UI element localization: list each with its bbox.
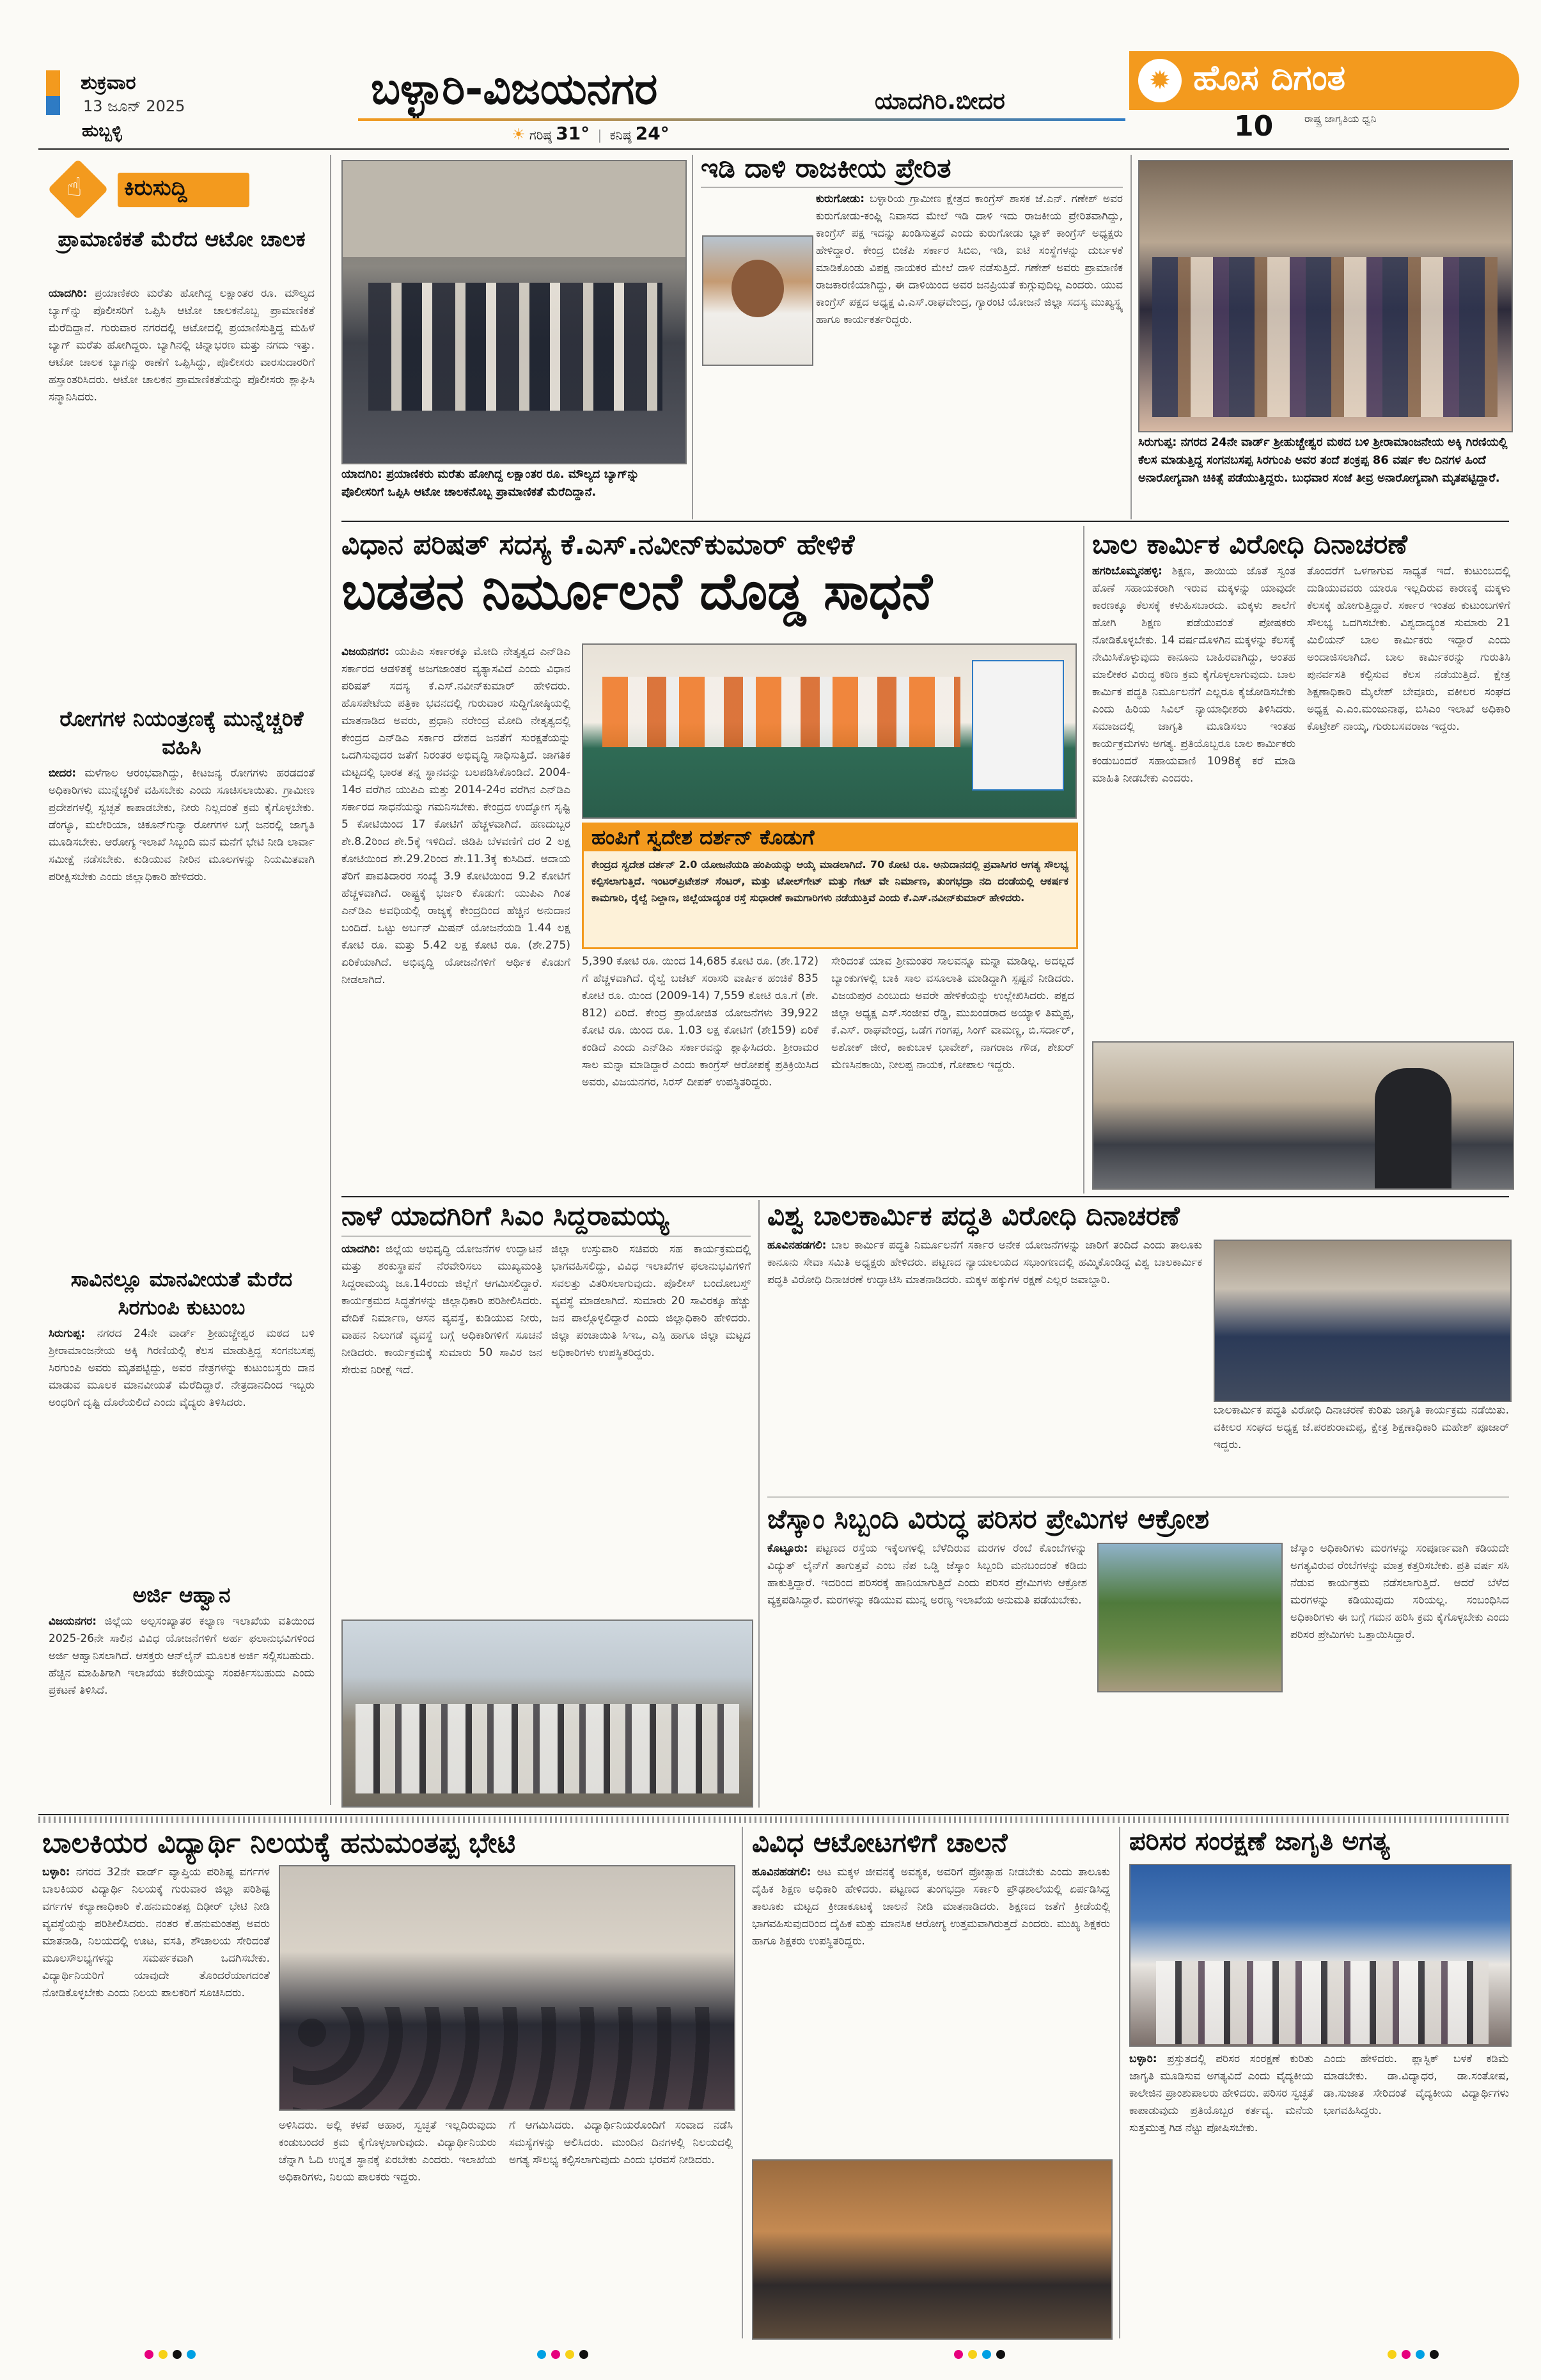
column-divider	[1083, 526, 1084, 1194]
masthead-bar-blue	[46, 96, 60, 115]
lead-story-col4: ಸೇರಿದಂತೆ ಯಾವ ಶ್ರೀಮಂತರ ಸಾಲವನ್ನೂ ಮನ್ನಾ ಮಾಡಿಲ್ಲ. ಅದಲ್ಲದೆ ಬ್ಯಾಂಕುಗಳಲ್ಲಿ ಬಾಕಿ ಸಾಲ ವಸೂಲಾತಿ ಮಾಡಿದ್ದಾಗಿ ಸ್ಪಷ್ಟನೆ ನೀಡಿದರು. ವಿಜಯಪುರ ಎಂಬುದು ಅವರೇ ಹೇಳಿಕೆಯನ್ನು ಉಲ್ಲೇಖಿಸಿದರು. ಪಕ್ಷದ ಜಿಲ್ಲಾ ಅಧ್ಯಕ್ಷ ಎಸ್.ಸಂಜೀವ ರೆಡ್ಡಿ, ಮುಖಂಡರಾದ ಅಯ್ಯಾಳಿ ತಿಮ್ಮಪ್ಪ, ಕೆ.ಎಸ್. ರಾಘವೇಂದ್ರ, ಒಡೆಗ ಗಂಗಪ್ಪ, ಸಿಂಗ್ ವಾಮಣ್ಣ, ಬಿ.ಸರ್ದಾರ್, ಅಶೋಕ್ ಜೀರೆ, ಕಾಕುಬಾಳ ಭಾವೇಶ್, ನಾಗರಾಜ ಗೌಡ, ಶೇಖರ್ ಮೆಣಸಿನಕಾಯಿ, ನೀಲಪ್ಪ ನಾಯಕ, ಗೋಪಾಲ ಇದ್ದರು.	[831, 955, 1074, 1071]
cm-visit-col2: ಜಿಲ್ಲಾ ಉಸ್ತುವಾರಿ ಸಚಿವರು ಸಹ ಕಾರ್ಯಕ್ರಮದಲ್ಲಿ ಭಾಗವಹಿಸಲಿದ್ದು, ವಿವಿಧ ಇಲಾಖೆಗಳ ಫಲಾನುಭವಿಗಳಿಗೆ ಸವಲತ್ತು ವಿತರಿಸಲಾಗುವುದು. ಪೊಲೀಸ್ ಬಂದೋಬಸ್ತ್ ವ್ಯವಸ್ಥೆ ಮಾಡಲಾಗಿದೆ. ಸುಮಾರು 20 ಸಾವಿರಕ್ಕೂ ಹೆಚ್ಚು ಜನ ಪಾಲ್ಗೊಳ್ಳಲಿದ್ದಾರೆ ಎಂದು ಜಿಲ್ಲಾಧಿಕಾರಿ ಹೇಳಿದರು. ಜಿಲ್ಲಾ ಪಂಚಾಯಿತಿ ಸಿಇಒ, ಎಸ್ಪಿ ಹಾಗೂ ಜಿಲ್ಲಾ ಮಟ್ಟದ ಅಧಿಕಾರಿಗಳು ಉಪಸ್ಥಿತರಿದ್ದರು.	[551, 1243, 751, 1359]
column-divider	[742, 1827, 743, 2338]
environment-col1: ಬಳ್ಳಾರಿ: ಪ್ರಸ್ತುತದಲ್ಲಿ ಪರಿಸರ ಸಂರಕ್ಷಣೆ ಕುರಿತು ಜಾಗೃತಿ ಮೂಡಿಸುವ ಅಗತ್ಯವಿದೆ ಎಂದು ವೈದ್ಯಕೀಯ ಕಾಲೇಜಿನ ಪ್ರಾಂಶುಪಾಲರು ಹೇಳಿದರು. ಪರಿಸರ ಸ್ವಚ್ಛತೆ ಕಾಪಾಡುವುದು ಪ್ರತಿಯೊಬ್ಬರ ಕರ್ತವ್ಯ. ಮನೆಯ ಸುತ್ತಮುತ್ತ ಗಿಡ ನೆಟ್ಟು ಪೋಷಿಸಬೇಕು.	[1129, 2053, 1313, 2134]
brief-body: ಸಿರುಗುಪ್ಪ: ನಗರದ 24ನೇ ವಾರ್ಡ್ ಶ್ರೀಹುಚ್ಚೇಶ್ವರ ಮಠದ ಬಳಿ ಶ್ರೀರಾಮಾಂಜನೇಯ ಅಕ್ಕಿ ಗಿರಣಿಯಲ್ಲಿ ಕೆಲಸ ಮಾಡುತ್ತಿದ್ದ ಸಂಗನಬಸಪ್ಪ ಸಿರಗುಂಪಿ ಅವರು ಮೃತಪಟ್ಟಿದ್ದು, ಅವರ ನೇತ್ರಗಳನ್ನು ಕುಟುಂಬಸ್ಥರು ದಾನ ಮಾಡುವ ಮೂಲಕ ಮಾನವೀಯತೆ ಮೆರೆದಿದ್ದಾರೆ. ನೇತ್ರದಾನದಿಂದ ಇಬ್ಬರು ಅಂಧರಿಗೆ ದೃಷ್ಟಿ ದೊರೆಯಲಿದೆ ಎಂದು ವೈದ್ಯರು ತಿಳಿಸಿದರು.	[49, 1327, 315, 1409]
section-rule	[341, 1196, 1509, 1197]
lead-story-col3: 5,390 ಕೋಟಿ ರೂ. ಯಿಂದ 14,685 ಕೋಟಿ ರೂ. (ಶೇ.172) ಗೆ ಹೆಚ್ಚಳವಾಗಿದೆ. ರೈಲ್ವೆ ಬಜೆಟ್ ಸರಾಸರಿ ವಾರ್ಷಿಕ ಹಂಚಿಕೆ 835 ಕೋಟಿ ರೂ. ಯಿಂದ (2009-14) 7,559 ಕೋಟಿ ರೂ.ಗೆ (ಶೇ. 812) ಏರಿದೆ. ಕೇಂದ್ರ ಪ್ರಾಯೋಜಿತ ಯೋಜನೆಗಳು 39,922 ಕೋಟಿ ರೂ. ಯಿಂದ ರೂ. 1.03 ಲಕ್ಷ ಕೋಟಿಗೆ (ಶೇ159) ಏರಿಕೆ ಕಂಡಿದೆ ಎಂದು ಎನ್‌ಡಿಎ ಸರ್ಕಾರವನ್ನು ಶ್ಲಾಘಿಸಿದರು. ಶ್ರೀರಾಮರ ಸಾಲ ಮನ್ನಾ ಮಾಡಿದ್ದಾರೆ ಎಂದು ಕಾಂಗ್ರೆಸ್ ಆರೋಪಕ್ಕೆ ಪ್ರತಿಕ್ರಿಯಿಸಿದ ಅವರು, ವಿಜಯನಗರ, ಸಿರಸ್ ದೀಪಕ್ ಉಪಸ್ಥಿತರಿದ್ದರು.	[582, 955, 818, 1089]
registration-marks	[1388, 2350, 1439, 2359]
environment-col2: ಎಂದು ಹೇಳಿದರು. ಪ್ಲಾಸ್ಟಿಕ್ ಬಳಕೆ ಕಡಿಮೆ ಮಾಡಬೇಕು. ಡಾ.ವಿದ್ಯಾಧರ, ಡಾ.ಸಂತೋಷ, ಡಾ.ಸುಜಾತ ಸೇರಿದಂತೆ ವೈದ್ಯಕೀಯ ವಿದ್ಯಾರ್ಥಿಗಳು ಭಾಗವಹಿಸಿದ್ದರು.	[1324, 2053, 1509, 2117]
brief-title: ರೋಗಗಳ ನಿಯಂತ್ರಣಕ್ಕೆ ಮುನ್ನೆಚ್ಚರಿಕೆ ವಹಿಸಿ	[59, 706, 304, 759]
photo-world-day	[1214, 1240, 1512, 1402]
photo-trees	[1097, 1543, 1283, 1692]
lead-headline: ಬಡತನ ನಿರ್ಮೂಲನೆ ದೊಡ್ಡ ಸಾಧನೆ	[341, 562, 933, 621]
auto-headline: ವಿವಿಧ ಆಟೋಟಗಳಿಗೆ ಚಾಲನೆ	[752, 1827, 1008, 1858]
briefs-section-label: ಕಿರುಸುದ್ದಿ	[124, 175, 187, 201]
issue-day: ಶುಕ್ರವಾರ	[81, 72, 136, 94]
photo-sirugupa-family	[1138, 160, 1513, 432]
world-day-col1: ಹೂವಿನಹಡಗಲಿ: ಬಾಲ ಕಾರ್ಮಿಕ ಪದ್ಧತಿ ನಿರ್ಮೂಲನೆಗೆ ಸರ್ಕಾರ ಅನೇಕ ಯೋಜನೆಗಳನ್ನು ಜಾರಿಗೆ ತಂದಿದೆ ಎಂದು ತಾಲೂಕು ಕಾನೂನು ಸೇವಾ ಸಮಿತಿ ಅಧ್ಯಕ್ಷರು ಹೇಳಿದರು. ಪಟ್ಟಣದ ನ್ಯಾಯಾಲಯದ ಸಭಾಂಗಣದಲ್ಲಿ ಹಮ್ಮಿಕೊಂಡಿದ್ದ ವಿಶ್ವ ಬಾಲಕಾರ್ಮಿಕ ಪದ್ಧತಿ ವಿರೋಧಿ ದಿನಾಚರಣೆ ಉದ್ಘಾಟಿಸಿ ಮಾತನಾಡಿದರು. ಮಕ್ಕಳ ಹಕ್ಕುಗಳ ರಕ್ಷಣೆ ಎಲ್ಲರ ಜವಾಬ್ದಾರಿ.	[767, 1239, 1202, 1286]
factbox-title: ಹಂಪಿಗೆ ಸ್ವದೇಶ ದರ್ಶನ್ ಕೊಡುಗೆ	[584, 823, 1076, 851]
briefs-section-badge: ☝ ಕಿರುಸುದ್ದಿ	[47, 159, 315, 220]
edition-subtitle: ಯಾದಗಿರಿ.ಬೀದರ	[875, 88, 1005, 114]
photo-cm-venue	[341, 1620, 753, 1808]
jescom-headline: ಜೆಸ್ಕಾಂ ಸಿಬ್ಬಂದಿ ವಿರುದ್ಧ ಪರಿಸರ ಪ್ರೇಮಿಗಳ ಆಕ್ರೋಶ	[767, 1503, 1210, 1534]
section-rule	[341, 521, 1509, 522]
world-day-caption: ಬಾಲಕಾರ್ಮಿಕ ಪದ್ಧತಿ ವಿರೋಧಿ ದಿನಾಚರಣೆ ಕುರಿತು ಜಾಗೃತಿ ಕಾರ್ಯಕ್ರಮ ನಡೆಯಿತು. ವಕೀಲರ ಸಂಘದ ಅಧ್ಯಕ್ಷ ಜೆ.ಪರಶುರಾಮಪ್ಪ, ಕ್ಷೇತ್ರ ಶಿಕ್ಷಣಾಧಿಕಾರಿ ಮಹೇಶ್ ಪೂಜಾರ್ ಇದ್ದರು.	[1214, 1404, 1509, 1451]
brief-title: ಪ್ರಾಮಾಣಿಕತೆ ಮೆರೆದ ಆಟೋ ಚಾಲಕ	[58, 226, 306, 251]
paper-logo	[1129, 51, 1519, 110]
registration-marks	[954, 2350, 1005, 2359]
hostel-col1: ಬಳ್ಳಾರಿ: ನಗರದ 32ನೇ ವಾರ್ಡ್ ವ್ಯಾಪ್ತಿಯ ಪರಿಶಿಷ್ಟ ವರ್ಗಗಳ ಬಾಲಕಿಯರ ವಿದ್ಯಾರ್ಥಿ ನಿಲಯಕ್ಕೆ ಗುರುವಾರ ಜಿಲ್ಲಾ ಪರಿಶಿಷ್ಟ ವರ್ಗಗಳ ಕಲ್ಯಾಣಾಧಿಕಾರಿ ಕೆ.ಹನುಮಂತಪ್ಪ ದಿಢೀರ್ ಭೇಟಿ ನೀಡಿ ವ್ಯವಸ್ಥೆಯನ್ನು ಪರಿಶೀಲಿಸಿದರು. ನಂತರ ಕೆ.ಹನುಮಂತಪ್ಪ ಅವರು ಮಾತನಾಡಿ, ನಿಲಯದಲ್ಲಿ ಊಟ, ವಸತಿ, ಶೌಚಾಲಯ ಸೇರಿದಂತೆ ಮೂಲಸೌಲಭ್ಯಗಳನ್ನು ಸಮರ್ಪಕವಾಗಿ ಒದಗಿಸಬೇಕು. ವಿದ್ಯಾರ್ಥಿನಿಯರಿಗೆ ಯಾವುದೇ ತೊಂದರೆಯಾಗದಂತೆ ನೋಡಿಕೊಳ್ಳಬೇಕು ಎಂದು ನಿಲಯ ಪಾಲಕರಿಗೆ ಸೂಚಿಸಿದರು.	[42, 1866, 270, 1999]
child-labour-headline: ಬಾಲ ಕಾರ್ಮಿಕ ವಿರೋಧಿ ದಿನಾಚರಣೆ	[1092, 528, 1407, 560]
lead-story-col1: ವಿಜಯನಗರ: ಯುಪಿಎ ಸರ್ಕಾರಕ್ಕೂ ಮೋದಿ ನೇತೃತ್ವದ ಎನ್‌ಡಿಎ ಸರ್ಕಾರದ ಆಡಳಿತಕ್ಕೆ ಅಜಗಜಾಂತರ ವ್ಯತ್ಯಾಸವಿದೆ ಎಂದು ವಿಧಾನ ಪರಿಷತ್ ಸದಸ್ಯ ಕೆ.ಎಸ್.ನವೀನ್‌ಕುಮಾರ್ ಹೇಳಿದರು. ಹೊಸಪೇಟೆಯ ಪತ್ರಿಕಾ ಭವನದಲ್ಲಿ ಗುರುವಾರ ಸುದ್ದಿಗೋಷ್ಠಿಯಲ್ಲಿ ಮಾತನಾಡಿದ ಅವರು, ಪ್ರಧಾನಿ ನರೇಂದ್ರ ಮೋದಿ ನೇತೃತ್ವದಲ್ಲಿ ಕೇಂದ್ರದ ಎನ್‌ಡಿಎ ಸರ್ಕಾರ ದೇಶದ ಜನತೆಗೆ ಸುರಕ್ಷತೆಯನ್ನು ಒದಗಿಸುವುದರ ಜತೆಗೆ ನಿರಂತರ ಅಭಿವೃದ್ಧಿ ಸಾಧಿಸುತ್ತಿದೆ. ಜಾಗತಿಕ ಮಟ್ಟದಲ್ಲಿ ಭಾರತ ತನ್ನ ಸ್ಥಾನವನ್ನು ಬಲಪಡಿಸಿಕೊಂಡಿದೆ. 2004-14ರ ವರೆಗಿನ ಯುಪಿಎ ಮತ್ತು 2014-24ರ ವರೆಗಿನ ಎನ್‌ಡಿಎ ಸರ್ಕಾರದ ಸಾಧನೆಯನ್ನು ಗಮನಿಸಬೇಕು. ಕೇಂದ್ರದ ಉದ್ಯೋಗ ಸೃಷ್ಟಿ 5 ಕೋಟಿಯಿಂದ 17 ಕೋಟಿಗೆ ಹೆಚ್ಚಳವಾಗಿದೆ. ಹಣದುಬ್ಬರ ಶೇ.8.2ರಿಂದ ಶೇ.5ಕ್ಕೆ ಇಳಿದಿದೆ. ಜಿಡಿಪಿ ಬೆಳವಣಿಗೆ ದರ 2 ಲಕ್ಷ ಕೋಟಿಯಿಂದ ಶೇ.29.2ರಿಂದ ಶೇ.11.3ಕ್ಕೆ ಕುಸಿದಿದೆ. ಆದಾಯ ತೆರಿಗೆ ಪಾವತಿದಾರರ ಸಂಖ್ಯೆ 3.9 ಕೋಟಿಯಿಂದ 9.2 ಕೋಟಿಗೆ ಹೆಚ್ಚಳವಾಗಿದೆ. ರಾಷ್ಟ್ರಕ್ಕೆ ಭರ್ಜರಿ ಕೊಡುಗೆ: ಯುಪಿಎ ಗಿಂತ ಎನ್‌ಡಿಎ ಅವಧಿಯಲ್ಲಿ ರಾಜ್ಯಕ್ಕೆ ಕೇಂದ್ರದಿಂದ ಹೆಚ್ಚಿನ ಅನುದಾನ ಬಂದಿದೆ. ಒಟ್ಟು ಅರ್ಬನ್ ಮಿಷನ್ ಯೋಜನೆಯಡಿ 1.44 ಲಕ್ಷ ಕೋಟಿ ರೂ. ಮತ್ತು 5.42 ಲಕ್ಷ ಕೋಟಿ ರೂ. (ಶೇ.275) ಏರಿಕೆಯಾಗಿದೆ. ಅಭಿವೃದ್ಧಿ ಯೋಜನೆಗಳಿಗೆ ಆರ್ಥಿಕ ಕೊಡುಗೆ ನೀಡಲಾಗಿದೆ.	[341, 645, 570, 986]
weather-max-label: ಗರಿಷ್ಠ	[529, 127, 552, 143]
hostel-col2: ಅಳಿಸಿದರು. ಅಲ್ಲಿ ಕಳಪೆ ಆಹಾರ, ಸ್ವಚ್ಛತೆ ಇಲ್ಲದಿರುವುದು ಕಂಡುಬಂದರೆ ಕ್ರಮ ಕೈಗೊಳ್ಳಲಾಗುವುದು. ವಿದ್ಯಾರ್ಥಿನಿಯರು ಚೆನ್ನಾಗಿ ಓದಿ ಉನ್ನತ ಸ್ಥಾನಕ್ಕೆ ಏರಬೇಕು ಎಂದರು. ಇಲಾಖೆಯ ಅಧಿಕಾರಿಗಳು, ನಿಲಯ ಪಾಲಕರು ಇದ್ದರು.	[279, 2119, 496, 2184]
speaker	[1375, 1068, 1451, 1188]
section-rule	[38, 1814, 1509, 1815]
issue-date: 13 ಜೂನ್ 2025	[83, 97, 185, 115]
ed-story-headline: ಇಡಿ ದಾಳಿ ರಾಜಕೀಯ ಪ್ರೇರಿತ	[701, 152, 951, 184]
world-day-headline: ವಿಶ್ವ ಬಾಲಕಾರ್ಮಿಕ ಪದ್ಧತಿ ವಿರೋಧಿ ದಿನಾಚರಣೆ	[767, 1200, 1180, 1231]
masthead-rule	[38, 148, 1509, 150]
photo-press-meet	[582, 643, 1077, 819]
column-divider	[1130, 155, 1132, 519]
photo-court-event	[1092, 1041, 1514, 1190]
weather: ☀ ಗರಿಷ್ಠ 31° | ಕನಿಷ್ಠ 24°	[512, 123, 669, 144]
page-number: 10	[1234, 110, 1274, 143]
brief-body: ಯಾದಗಿರಿ: ಪ್ರಯಾಣಿಕರು ಮರೆತು ಹೋಗಿದ್ದ ಲಕ್ಷಾಂತರ ರೂ. ಮೌಲ್ಯದ ಬ್ಯಾಗ್‌ನ್ನು ಪೊಲೀಸರಿಗೆ ಒಪ್ಪಿಸಿ ಆಟೋ ಚಾಲಕನೊಬ್ಬ ಪ್ರಾಮಾಣಿಕತೆ ಮೆರೆದಿದ್ದಾನೆ. ಗುರುವಾರ ನಗರದಲ್ಲಿ ಆಟೋದಲ್ಲಿ ಪ್ರಯಾಣಿಸುತ್ತಿದ್ದ ಮಹಿಳೆ ಬ್ಯಾಗ್ ಮರೆತು ಹೋಗಿದ್ದರು. ಬ್ಯಾಗಿನಲ್ಲಿ ಚಿನ್ನಾಭರಣ ಮತ್ತು ನಗದು ಇತ್ತು. ಆಟೋ ಚಾಲಕ ಬ್ಯಾಗನ್ನು ಠಾಣೆಗೆ ಒಪ್ಪಿಸಿದ್ದು, ಪೊಲೀಸರು ವಾರಸುದಾರರಿಗೆ ಹಸ್ತಾಂತರಿಸಿದರು. ಆಟೋ ಚಾಲಕನ ಪ್ರಾಮಾಣಿಕತೆಯನ್ನು ಪೊಲೀಸರು ಶ್ಲಾಘಿಸಿ ಸನ್ಮಾನಿಸಿದರು.	[49, 287, 315, 404]
decor-stripe	[38, 1817, 1509, 1823]
cm-visit-col1: ಯಾದಗಿರಿ: ಜಿಲ್ಲೆಯ ಅಭಿವೃದ್ಧಿ ಯೋಜನೆಗಳ ಉದ್ಘಾಟನೆ ಮತ್ತು ಶಂಕುಸ್ಥಾಪನೆ ನೆರವೇರಿಸಲು ಮುಖ್ಯಮಂತ್ರಿ ಸಿದ್ದರಾಮಯ್ಯ ಜೂ.14ರಂದು ಜಿಲ್ಲೆಗೆ ಆಗಮಿಸಲಿದ್ದಾರೆ. ಕಾರ್ಯಕ್ರಮದ ಸಿದ್ಧತೆಗಳನ್ನು ಜಿಲ್ಲಾಧಿಕಾರಿ ಪರಿಶೀಲಿಸಿದರು. ವೇದಿಕೆ ನಿರ್ಮಾಣ, ಆಸನ ವ್ಯವಸ್ಥೆ, ಕುಡಿಯುವ ನೀರು, ವಾಹನ ನಿಲುಗಡೆ ವ್ಯವಸ್ಥೆ ಬಗ್ಗೆ ಅಧಿಕಾರಿಗಳಿಗೆ ಸೂಚನೆ ನೀಡಿದರು. ಕಾರ್ಯಕ್ರಮಕ್ಕೆ ಸುಮಾರು 50 ಸಾವಿರ ಜನ ಸೇರುವ ನಿರೀಕ್ಷೆ ಇದೆ.	[341, 1243, 542, 1376]
child-labour-col1: ಹಗರಿಬೊಮ್ಮನಹಳ್ಳಿ: ಶಿಕ್ಷಣ, ತಾಯಿಯ ಜೊತೆ ಸ್ವಂತ ಹೊಣೆ ಸಹಾಯಕರಾಗಿ ಇರುವ ಮಕ್ಕಳನ್ನು ಯಾವುದೇ ಕಾರಣಕ್ಕೂ ಕೆಲಸಕ್ಕೆ ಕಳುಹಿಸಬಾರದು. ಮಕ್ಕಳು ಶಾಲೆಗೆ ಹೋಗಿ ಶಿಕ್ಷಣ ಪಡೆಯುವಂತೆ ಪೋಷಕರು ನೋಡಿಕೊಳ್ಳಬೇಕು. 14 ವರ್ಷದೊಳಗಿನ ಮಕ್ಕಳನ್ನು ಕೆಲಸಕ್ಕೆ ನೇಮಿಸಿಕೊಳ್ಳುವುದು ಕಾನೂನು ಬಾಹಿರವಾಗಿದ್ದು, ಅಂತಹ ಮಾಲೀಕರ ವಿರುದ್ಧ ಕಠಿಣ ಕ್ರಮ ಕೈಗೊಳ್ಳಲಾಗುವುದು. ಬಾಲ ಕಾರ್ಮಿಕ ಪದ್ಧತಿ ನಿರ್ಮೂಲನೆಗೆ ಎಲ್ಲರೂ ಕೈಜೋಡಿಸಬೇಕು ಎಂದು ಹಿರಿಯ ಸಿವಿಲ್ ನ್ಯಾಯಾಧೀಶರು ತಿಳಿಸಿದರು. ಸಮಾಜದಲ್ಲಿ ಜಾಗೃತಿ ಮೂಡಿಸಲು ಇಂತಹ ಕಾರ್ಯಕ್ರಮಗಳು ಅಗತ್ಯ. ಪ್ರತಿಯೊಬ್ಬರೂ ಬಾಲ ಕಾರ್ಮಿಕರು ಕಂಡುಬಂದರೆ ಸಹಾಯವಾಣಿ 1098ಕ್ಕೆ ಕರೆ ಮಾಡಿ ಮಾಹಿತಿ ನೀಡಬೇಕು ಎಂದರು.	[1092, 565, 1295, 785]
paper-tagline: ರಾಷ್ಟ್ರ ಜಾಗೃತಿಯ ಧ್ವನಿ	[1304, 113, 1377, 125]
weather-min: 24°	[635, 123, 669, 144]
edition-title: ಬಳ್ಳಾರಿ-ವಿಜಯನಗರ	[371, 64, 658, 114]
jescom-col2: ಜೆಸ್ಕಾಂ ಅಧಿಕಾರಿಗಳು ಮರಗಳನ್ನು ಸಂಪೂರ್ಣವಾಗಿ ಕಡಿಯದೇ ಅಗತ್ಯವಿರುವ ರೆಂಬೆಗಳನ್ನು ಮಾತ್ರ ಕತ್ತರಿಸಬೇಕು. ಪ್ರತಿ ವರ್ಷ ಸಸಿ ನೆಡುವ ಕಾರ್ಯಕ್ರಮ ನಡೆಸಲಾಗುತ್ತಿದೆ. ಆದರೆ ಬೆಳೆದ ಮರಗಳನ್ನು ಕಡಿಯುವುದು ಸರಿಯಲ್ಲ. ಸಂಬಂಧಿಸಿದ ಅಧಿಕಾರಿಗಳು ಈ ಬಗ್ಗೆ ಗಮನ ಹರಿಸಿ ಕ್ರಮ ಕೈಗೊಳ್ಳಬೇಕು ಎಂದು ಪರಿಸರ ಪ್ರೇಮಿಗಳು ಒತ್ತಾಯಿಸಿದ್ದಾರೆ.	[1290, 1542, 1509, 1641]
brief-body: ಬೀದರ: ಮಳೆಗಾಲ ಆರಂಭವಾಗಿದ್ದು, ಕೀಟಜನ್ಯ ರೋಗಗಳು ಹರಡದಂತೆ ಅಧಿಕಾರಿಗಳು ಮುನ್ನೆಚ್ಚರಿಕೆ ವಹಿಸಬೇಕು ಎಂದು ಸೂಚಿಸಲಾಯಿತು. ಗ್ರಾಮೀಣ ಪ್ರದೇಶಗಳಲ್ಲಿ ಸ್ವಚ್ಛತೆ ಕಾಪಾಡಬೇಕು, ನೀರು ನಿಲ್ಲದಂತೆ ಕ್ರಮ ಕೈಗೊಳ್ಳಬೇಕು. ಡೆಂಗ್ಯೂ, ಮಲೇರಿಯಾ, ಚಿಕೂನ್‌ಗುನ್ಯಾ ರೋಗಗಳ ಬಗ್ಗೆ ಜನರಲ್ಲಿ ಜಾಗೃತಿ ಮೂಡಿಸಬೇಕು. ಆರೋಗ್ಯ ಇಲಾಖೆ ಸಿಬ್ಬಂದಿ ಮನೆ ಮನೆಗೆ ಭೇಟಿ ನೀಡಿ ಲಾರ್ವಾ ಸಮೀಕ್ಷೆ ನಡೆಸಬೇಕು. ಕುಡಿಯುವ ನೀರಿನ ಮೂಲಗಳನ್ನು ನಿಯಮಿತವಾಗಿ ಪರೀಕ್ಷಿಸಬೇಕು ಎಂದು ಜಿಲ್ಲಾಧಿಕಾರಿ ಹೇಳಿದರು.	[49, 767, 315, 883]
environment-headline: ಪರಿಸರ ಸಂರಕ್ಷಣೆ ಜಾಗೃತಿ ಅಗತ್ಯ	[1129, 1827, 1390, 1856]
photo-hostel	[279, 1865, 735, 2111]
weather-min-label: ಕನಿಷ್ಠ	[609, 127, 632, 143]
hostel-col3: ಗೆ ಆಗಮಿಸಿದರು. ವಿದ್ಯಾರ್ಥಿನಿಯರೊಂದಿಗೆ ಸಂವಾದ ನಡೆಸಿ ಸಮಸ್ಯೆಗಳನ್ನು ಆಲಿಸಿದರು. ಮುಂದಿನ ದಿನಗಳಲ್ಲಿ ನಿಲಯದಲ್ಲಿ ಅಗತ್ಯ ಸೌಲಭ್ಯ ಕಲ್ಪಿಸಲಾಗುವುದು ಎಂದು ಭರವಸೆ ನೀಡಿದರು.	[509, 2119, 733, 2166]
lead-kicker: ವಿಧಾನ ಪರಿಷತ್ ಸದಸ್ಯ ಕೆ.ಎಸ್.ನವೀನ್‌ಕುಮಾರ್ ಹೇಳಿಕೆ	[341, 528, 855, 561]
cm-visit-headline: ನಾಳೆ ಯಾದಗಿರಿಗೆ ಸಿಎಂ ಸಿದ್ದರಾಮಯ್ಯ	[341, 1200, 669, 1231]
photo-environment	[1129, 1864, 1512, 2047]
paper-logo-icon: ✹	[1138, 59, 1182, 102]
factbox	[582, 823, 1078, 949]
ed-story-body: ಕುರುಗೋಡು: ಬಳ್ಳಾರಿಯ ಗ್ರಾಮೀಣ ಕ್ಷೇತ್ರದ ಕಾಂಗ್ರೆಸ್ ಶಾಸಕ ಜೆ.ಎನ್. ಗಣೇಶ್ ಅವರ ಕುರುಗೋಡು-ಕಂಪ್ಲಿ ನಿವಾಸದ ಮೇಲೆ ಇಡಿ ದಾಳಿ ಇದು ರಾಜಕೀಯ ಪ್ರೇರಿತವಾಗಿದ್ದು, ಕಾಂಗ್ರೆಸ್ ಪಕ್ಷ ಇದನ್ನು ಖಂಡಿಸುತ್ತದೆ ಎಂದು ಕುರುಗೋಡು ಬ್ಲಾಕ್ ಕಾಂಗ್ರೆಸ್ ಅಧ್ಯಕ್ಷರು ಹೇಳಿದ್ದಾರೆ. ಕೇಂದ್ರ ಬಿಜೆಪಿ ಸರ್ಕಾರ ಸಿಬಿಐ, ಇಡಿ, ಐಟಿ ಸಂಸ್ಥೆಗಳನ್ನು ದುರ್ಬಳಕೆ ಮಾಡಿಕೊಂಡು ವಿಪಕ್ಷ ನಾಯಕರ ಮೇಲೆ ದಾಳಿ ನಡೆಸುತ್ತಿದೆ. ಗಣೇಶ್ ಅವರು ಪ್ರಾಮಾಣಿಕ ರಾಜಕಾರಣಿಯಾಗಿದ್ದು, ಈ ದಾಳಿಯಿಂದ ಅವರ ಜನಪ್ರಿಯತೆ ಕುಗ್ಗುವುದಿಲ್ಲ ಎಂದರು. ಯುವ ಕಾಂಗ್ರೆಸ್ ಪಕ್ಷದ ಅಧ್ಯಕ್ಷ ವಿ.ಎಸ್.ರಾಘವೇಂದ್ರ, ಗ್ಯಾರಂಟಿ ಯೋಜನೆ ಜಿಲ್ಲಾ ಸದಸ್ಯ ಮುಖ್ಯಸ್ಥ್ಯ ಹಾಗೂ ಕಾರ್ಯಕರ್ತರಿದ್ದರು.	[816, 193, 1123, 326]
weather-icon: ☀	[512, 125, 526, 143]
brief-body: ವಿಜಯನಗರ: ಜಿಲ್ಲೆಯ ಅಲ್ಪಸಂಖ್ಯಾತರ ಕಲ್ಯಾಣ ಇಲಾಖೆಯ ವತಿಯಿಂದ 2025-26ನೇ ಸಾಲಿನ ವಿವಿಧ ಯೋಜನೆಗಳಿಗೆ ಅರ್ಹ ಫಲಾನುಭವಿಗಳಿಂದ ಅರ್ಜಿ ಆಹ್ವಾನಿಸಲಾಗಿದೆ. ಆಸಕ್ತರು ಆನ್‌ಲೈನ್ ಮೂಲಕ ಅರ್ಜಿ ಸಲ್ಲಿಸಬಹುದು. ಹೆಚ್ಚಿನ ಮಾಹಿತಿಗಾಗಿ ಇಲಾಖೆಯ ಕಚೇರಿಯನ್ನು ಸಂಪರ್ಕಿಸಬಹುದು ಎಂದು ಪ್ರಕಟಣೆ ತಿಳಿಸಿದೆ.	[49, 1615, 315, 1697]
banner	[972, 660, 1064, 791]
column-divider	[758, 1200, 760, 1808]
column-divider	[330, 155, 331, 1805]
photo-sports	[752, 2159, 1113, 2340]
briefs-column	[42, 155, 320, 1811]
child-labour-col2: ತೊಂದರೆಗೆ ಒಳಗಾಗುವ ಸಾಧ್ಯತೆ ಇದೆ. ಕುಟುಂಬದಲ್ಲಿ ದುಡಿಯುವವರು ಯಾರೂ ಇಲ್ಲದಿರುವ ಕಾರಣಕ್ಕೆ ಮಕ್ಕಳು ಕೆಲಸಕ್ಕೆ ಹೋಗುತ್ತಿದ್ದಾರೆ. ಸರ್ಕಾರ ಇಂತಹ ಕುಟುಂಬಗಳಿಗೆ ಸೌಲಭ್ಯ ಒದಗಿಸಬೇಕು. ವಿಶ್ವದಾದ್ಯಂತ ಸುಮಾರು 21 ಮಿಲಿಯನ್ ಬಾಲ ಕಾರ್ಮಿಕರು ಇದ್ದಾರೆ ಎಂದು ಅಂದಾಜಿಸಲಾಗಿದೆ. ಬಾಲ ಕಾರ್ಮಿಕರನ್ನು ಗುರುತಿಸಿ ಪುನರ್ವಸತಿ ಕಲ್ಪಿಸುವ ಕೆಲಸ ನಡೆಯುತ್ತಿದೆ. ಕ್ಷೇತ್ರ ಶಿಕ್ಷಣಾಧಿಕಾರಿ ಮೈಲೇಶ್ ಬೇವೂರು, ವಕೀಲರ ಸಂಘದ ಅಧ್ಯಕ್ಷ ಎ.ಎಂ.ಮಂಜುನಾಥ, ಬಿಸಿಎಂ ಇಲಾಖೆ ಅಧಿಕಾರಿ ಕೊಟ್ರೇಶ್ ನಾಯ್ಕ, ಗುರುಬಸವರಾಜ ಇದ್ದರು.	[1307, 565, 1510, 733]
edition-underline	[358, 118, 1125, 121]
column-divider	[692, 155, 693, 519]
photo-caption: ಯಾದಗಿರಿ: ಪ್ರಯಾಣಿಕರು ಮರೆತು ಹೋಗಿದ್ದ ಲಕ್ಷಾಂತರ ರೂ. ಮೌಲ್ಯದ ಬ್ಯಾಗ್‌ನ್ನು ಪೊಲೀಸರಿಗೆ ಒಪ್ಪಿಸಿ ಆಟೋ ಚಾಲಕನೊಬ್ಬ ಪ್ರಾಮಾಣಿಕತೆ ಮೆರೆದಿದ್ದಾನೆ.	[341, 468, 639, 499]
masthead-bar-orange	[46, 70, 60, 96]
registration-marks	[537, 2350, 588, 2359]
lead-story-col2-text: ಹಣದುಬ್ಬರ ಶೇ.8.2ರಿಂದ ಶೇ.5ಕ್ಕೆ ಇಳಿದಿದೆ. ಜಿಡಿಪಿ ಬೆಳವಣಿಗೆ ದರ 2 ಲಕ್ಷ ಕೋಟಿಯಿಂದ ಶೇ.29.2ರಿಂದ ಶೇ.11.3ಕ್ಕೆ ಕುಸಿದಿದೆ. ಆದಾಯ ತೆರಿಗೆ ಪಾವತಿದಾರರ ಸಂಖ್ಯೆ 3.9 ಕೋಟಿಯಿಂದ 9.2 ಕೋಟಿಗೆ ಹೆಚ್ಚಳವಾಗಿದೆ. ರಾಷ್ಟ್ರಕ್ಕೆ ಭರ್ಜರಿ ಕೊಡುಗೆ: ಯುಪಿಎ ಗಿಂತ ಎನ್‌ಡಿಎ ಅವಧಿಯಲ್ಲಿ ರಾಜ್ಯಕ್ಕೆ ಕೇಂದ್ರದಿಂದ ಹೆಚ್ಚಿನ ಅನುದಾನ ಬಂದಿದೆ. ಒಟ್ಟು ಅರ್ಬನ್ ಮಿಷನ್ ಯೋಜನೆಯಡಿ 1.44 ಲಕ್ಷ ಕೋಟಿ ರೂ. ಮತ್ತು 5.42 ಲಕ್ಷ ಕೋಟಿ ರೂ. (ಶೇ.275) ಏರಿಕೆಯಾಗಿದೆ. ಅಭಿವೃದ್ಧಿ ಯೋಜನೆಗಳಿಗೆ ಆರ್ಥಿಕ ಕೊಡುಗೆ ನೀಡಲಾಗಿದೆ.	[341, 818, 570, 986]
factbox-body: ಕೇಂದ್ರದ ಸ್ವದೇಶ ದರ್ಶನ್ 2.0 ಯೋಜನೆಯಡಿ ಹಂಪಿಯನ್ನು ಆಯ್ಕೆ ಮಾಡಲಾಗಿದೆ. 70 ಕೋಟಿ ರೂ. ಅನುದಾನದಲ್ಲಿ ಪ್ರವಾಸಿಗರ ಆಗತ್ಯ ಸೌಲಭ್ಯ ಕಲ್ಪಿಸಲಾಗುತ್ತಿದೆ. ಇಂಟರ್‌ಪ್ರಿಟೇಶನ್ ಸೆಂಟರ್, ಮತ್ತು ಟೋಲ್‌ಗೇಟ್ ಮತ್ತು ಗೇಟ್ ವೇ ನಿರ್ಮಾಣ, ತುಂಗಭದ್ರಾ ನದಿ ದಂಡೆಯಲ್ಲಿ ಆಕರ್ಷಕ ಕಾಮಗಾರಿ, ರೈಲ್ವೆ ನಿಲ್ದಾಣ, ಜಿಲ್ಲೆಯಾದ್ಯಂತ ರಸ್ತೆ ಸುಧಾರಣೆ ಕಾಮಗಾರಿಗಳು ನಡೆಯುತ್ತಿವೆ ಎಂದು ಕೆ.ಎಸ್.ನವೀನ್‌ಕುಮಾರ್ ಹೇಳಿದರು.	[591, 858, 1068, 904]
brief-title: ಅರ್ಜಿ ಆಹ್ವಾನ	[132, 1582, 231, 1607]
jescom-col1: ಕೊಟ್ಟೂರು: ಪಟ್ಟಣದ ರಸ್ತೆಯ ಇಕ್ಕೆಲಗಳಲ್ಲಿ ಬೆಳೆದಿರುವ ಮರಗಳ ರೆಂಬೆ ಕೊಂಬೆಗಳನ್ನು ವಿದ್ಯುತ್ ಲೈನ್‌ಗೆ ತಾಗುತ್ತವೆ ಎಂಬ ನೆಪ ಒಡ್ಡಿ ಜೆಸ್ಕಾಂ ಸಿಬ್ಬಂದಿ ಮನಬಂದಂತೆ ಕಡಿದು ಹಾಕುತ್ತಿದ್ದಾರೆ. ಇದರಿಂದ ಪರಿಸರಕ್ಕೆ ಹಾನಿಯಾಗುತ್ತಿದೆ ಎಂದು ಪರಿಸರ ಪ್ರೇಮಿಗಳು ಆಕ್ರೋಶ ವ್ಯಕ್ತಪಡಿಸಿದ್ದಾರೆ. ಮರಗಳನ್ನು ಕಡಿಯುವ ಮುನ್ನ ಅರಣ್ಯ ಇಲಾಖೆಯ ಅನುಮತಿ ಪಡೆಯಬೇಕು.	[767, 1542, 1087, 1607]
paper-name: ಹೊಸ ದಿಗಂತ	[1193, 58, 1346, 98]
brief-title: ಸಾವಿನಲ್ಲೂ ಮಾನವೀಯತೆ ಮೆರೆದ ಸಿರಗುಂಪಿ ಕುಟುಂಬ	[70, 1267, 293, 1320]
photo-auto-driver	[341, 160, 687, 464]
photo-caption: ಸಿರುಗುಪ್ಪ: ನಗರದ 24ನೇ ವಾರ್ಡ್ ಶ್ರೀಹುಚ್ಚೇಶ್ವರ ಮಠದ ಬಳಿ ಶ್ರೀರಾಮಾಂಜನೇಯ ಅಕ್ಕಿ ಗಿರಣಿಯಲ್ಲಿ ಕೆಲಸ ಮಾಡುತ್ತಿದ್ದ ಸಂಗನಬಸಪ್ಪ ಸಿರಗುಂಪಿ ಅವರ ತಂದೆ ಶಂಕ್ರಪ್ಪ 86 ವರ್ಷ ಕೆಲ ದಿನಗಳ ಹಿಂದೆ ಅನಾರೋಗ್ಯವಾಗಿ ಚಿಕಿತ್ಸೆ ಪಡೆಯುತ್ತಿದ್ದರು. ಬುಧವಾರ ಸಂಜೆ ತೀವ್ರ ಅನಾರೋಗ್ಯವಾಗಿ ಮೃತಪಟ್ಟಿದ್ದಾರೆ.	[1138, 436, 1508, 485]
auto-col1: ಹೂವಿನಹಡಗಲಿ: ಆಟ ಮಕ್ಕಳ ಜೀವನಕ್ಕೆ ಅವಶ್ಯಕ, ಅವರಿಗೆ ಪ್ರೋತ್ಸಾಹ ನೀಡಬೇಕು ಎಂದು ತಾಲೂಕು ದೈಹಿಕ ಶಿಕ್ಷಣ ಅಧಿಕಾರಿ ಹೇಳಿದರು. ಪಟ್ಟಣದ ತುಂಗಭದ್ರಾ ಸರ್ಕಾರಿ ಪ್ರೌಢಶಾಲೆಯಲ್ಲಿ ಏರ್ಪಡಿಸಿದ್ದ ತಾಲೂಕು ಮಟ್ಟದ ಕ್ರೀಡಾಕೂಟಕ್ಕೆ ಚಾಲನೆ ನೀಡಿ ಮಾತನಾಡಿದರು. ಶಿಕ್ಷಣದ ಜತೆಗೆ ಕ್ರೀಡೆಯಲ್ಲಿ ಭಾಗವಹಿಸುವುದರಿಂದ ದೈಹಿಕ ಮತ್ತು ಮಾನಸಿಕ ಆರೋಗ್ಯ ಉತ್ತಮವಾಗಿರುತ್ತದೆ ಎಂದರು. ಮುಖ್ಯ ಶಿಕ್ಷಕರು ಹಾಗೂ ಶಿಕ್ಷಕರು ಉಪಸ್ಥಿತರಿದ್ದರು.	[752, 1866, 1110, 1948]
issue-city: ಹುಬ್ಬಳ್ಳಿ	[82, 122, 122, 141]
weather-max: 31°	[556, 123, 590, 144]
registration-marks	[145, 2350, 196, 2359]
column-divider	[1119, 1827, 1120, 2338]
hostel-headline: ಬಾಲಕಿಯರ ವಿದ್ಯಾರ್ಥಿ ನಿಲಯಕ್ಕೆ ಹನುಮಂತಪ್ಪ ಭೇಟಿ	[42, 1827, 516, 1859]
